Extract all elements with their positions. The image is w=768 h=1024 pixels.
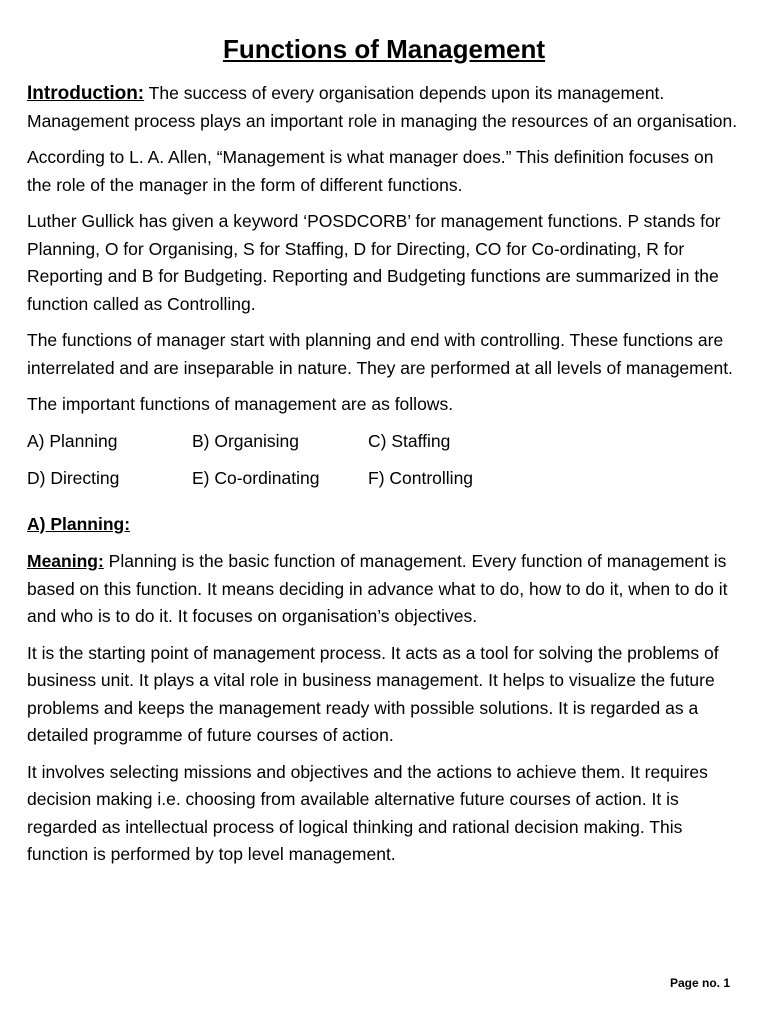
planning-meaning-paragraph	[27, 548, 741, 631]
interrelated-paragraph: The functions of manager start with planning and end with controlling. These functions are interrelated and are inseparable in nature. They are performed at all levels of management.	[27, 330, 733, 378]
functions-intro-paragraph: The important functions of management are as follows.	[27, 394, 454, 414]
document-page	[27, 30, 741, 878]
functions-list	[27, 428, 741, 493]
allen-paragraph: According to L. A. Allen, “Management is what manager does.” This definition focuses on the role of the manager in the form of different functions.	[27, 147, 714, 195]
function-item: F) Controlling	[368, 468, 474, 488]
function-item: A) Planning	[27, 430, 118, 451]
planning-paragraph: It is the starting point of management process. It acts as a tool for solving the problems of business unit. It plays a vital role in business management. It helps to visualize the future problems and keeps the management ready with possible solutions. It is regarded as a detailed programme of future courses of action.	[27, 642, 719, 745]
page-title: Functions of Management	[222, 34, 546, 64]
intro-text: The success of every organisation depends upon its management. Management process plays an important role in managing the resources of an organisation.	[27, 83, 738, 131]
function-item: C) Staffing	[368, 430, 451, 451]
meaning-text: Planning is the basic function of management. Every function of management is based on this function. It means deciding in advance what to do, how to do it, when to do it and who is to do it. It focuses on organisation’s objectives.	[27, 551, 728, 626]
function-item: D) Directing	[27, 468, 120, 488]
meaning-label: Meaning:	[27, 551, 104, 571]
planning-paragraph: It involves selecting missions and objectives and the actions to achieve them. It requires decision making i.e. choosing from available alternative future courses of action. It is regarded as intellectual process of logical thinking and rational decision making. This function is performed by top level management.	[27, 761, 708, 864]
page-number: Page no. 1	[669, 976, 730, 990]
function-item: E) Co-ordinating	[192, 468, 320, 488]
posdcorb-paragraph: Luther Gullick has given a keyword ‘POSDCORB’ for management functions. P stands for Planning, O for Organising, S for Staffing, D for Directing, CO for Co-ordinating, R for Reporting and B for Budgeting. Reporting and Budgeting functions are summarized in the function called as Controlling.	[27, 211, 721, 314]
planning-heading: A) Planning:	[27, 513, 131, 534]
function-item: B) Organising	[192, 430, 299, 451]
intro-paragraph	[27, 80, 741, 135]
intro-heading: Introduction:	[27, 83, 145, 104]
